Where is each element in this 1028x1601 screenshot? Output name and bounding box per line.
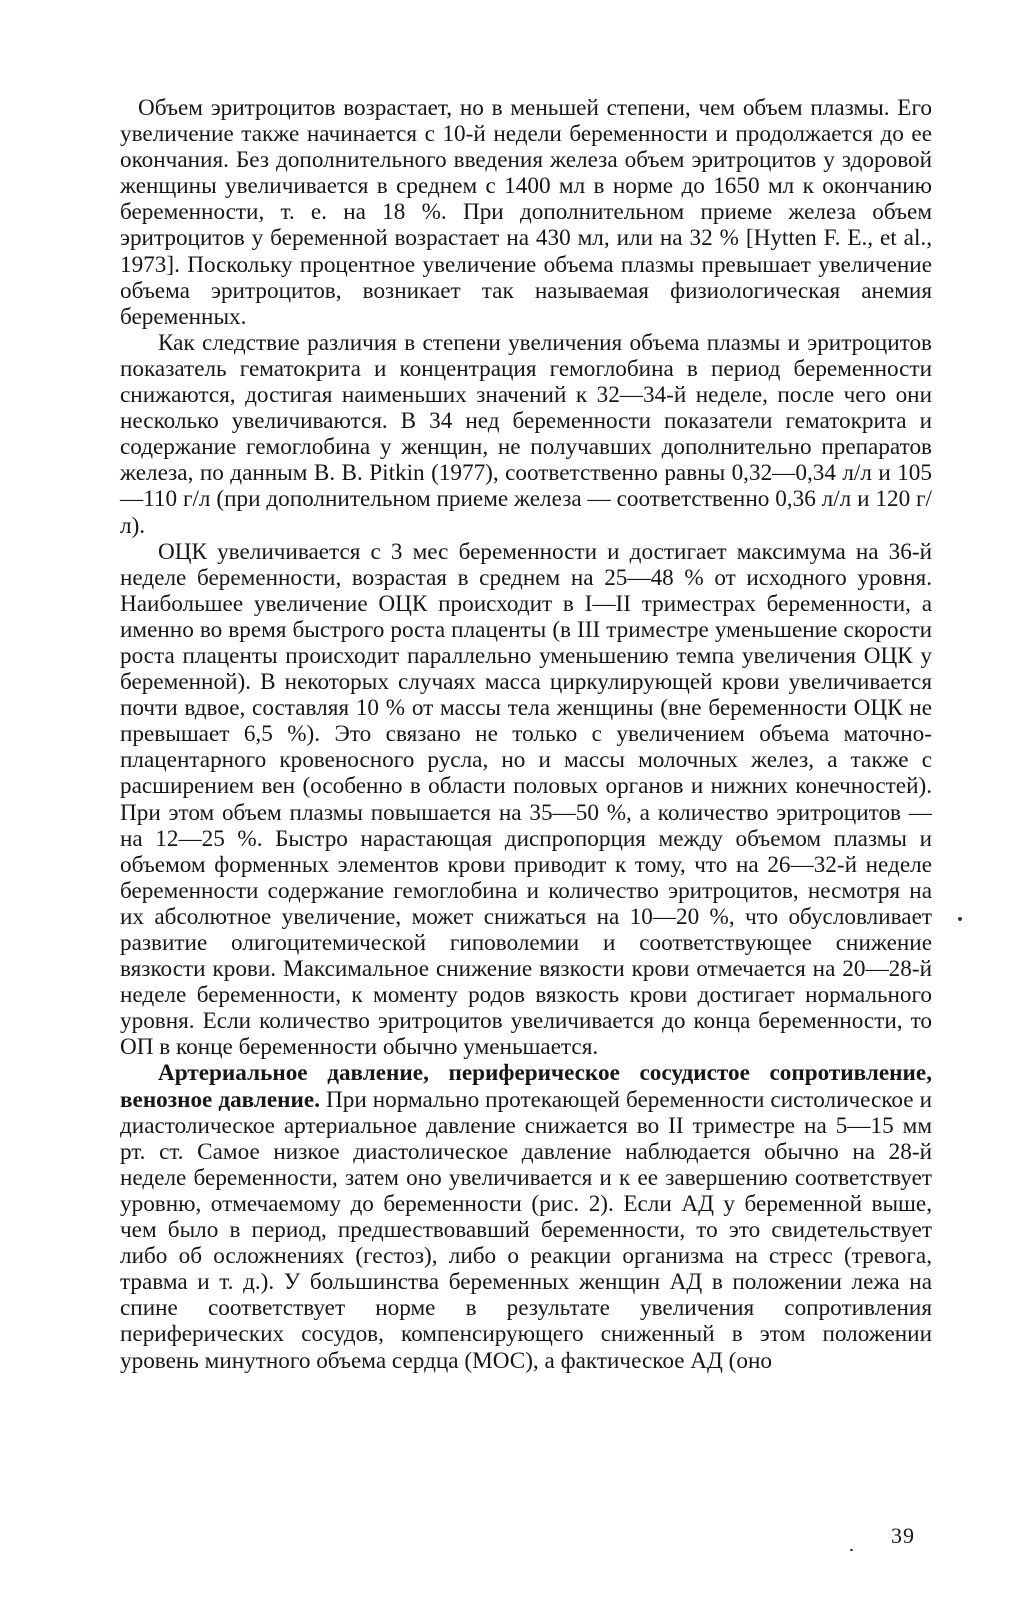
paragraph-hematocrit-hemoglobin: Как следствие различия в степени увеличения объема плазмы и эритроцитов показатель гематокрита и концентрация гемоглобина в период беременности снижаются, достигая наименьших значений к 32—34-й неделе, после чего они несколько увеличиваются. В 34 нед беременности показатели гематокрита и содержание гемоглобина у женщин, не получавших дополнительно препаратов железа, по данным В. В. Pitkin (1977), соответственно равны 0,32—0,34 л/л и 105—110 г/л (при дополнительном приеме железа — соответственно 0,36 л/л и 120 г/л). xyxy=(120,329,932,539)
section-heading-arterial-pressure: Артериальное давление, периферическое сосудистое сопротивление, венозное давление. xyxy=(120,1060,932,1113)
scan-speck xyxy=(850,1549,853,1551)
scan-speck xyxy=(958,917,962,921)
paragraph-erythrocyte-volume: Объем эритроцитов возрастает, но в меньшей степени, чем объем плазмы. Его увеличение также начинается с 10-й недели беременности и продолжается до ее окончания. Без дополнительного введения железа объем эритроцитов у здоровой женщины увеличивается в среднем с 1400 мл в норме до 1650 мл к окончанию беременности, т. е. на 18 %. При дополнительном приеме железа объем эритроцитов у беременной возрастает на 430 мл, или на 32 % [Hytten F. E., et al., 1973]. Поскольку процентное увеличение объема плазмы превышает увеличение объема эритроцитов, возникает так называемая физиологическая анемия беременных. xyxy=(120,95,932,330)
paragraph-arterial-pressure-text: При нормально протекающей беременности систолическое и диастолическое артериальное давление снижается во II триместре на 5—15 мм рт. ст. Самое низкое диастолическое давление наблюдается обычно на 28-й неделе беременности, затем оно увеличивается и к ее завершению соответствует уровню, отмечаемому до беременности (рис. 2). Если АД у беременной выше, чем было в период, предшествовавший беременности, то это свидетельствует либо об осложнениях (гестоз), либо о реакции организма на стресс (тревога, травма и т. д.). У большинства беременных женщин АД в положении лежа на спине соответствует норме в результате увеличения сопротивления периферических сосудов, компенсирующего сниженный в этом положении уровень минутного объема сердца (МОС), а фактическое АД (оно xyxy=(120,1086,933,1374)
paragraph-blood-volume: ОЦК увеличивается с 3 мес беременности и достигает максимума на 36-й неделе беременности, возрастая в среднем на 25—48 % от исходного уровня. Наибольшее увеличение ОЦК происходит в I—II триместрах беременности, а именно во время быстрого роста плаценты (в III триместре уменьшение скорости роста плаценты происходит параллельно уменьшению темпа увеличения ОЦК у беременной). В некоторых случаях масса циркулирующей крови увеличивается почти вдвое, составляя 10 % от массы тела женщины (вне беременности ОЦК не превышает 6,5 %). Это связано не только с увеличением объема маточно-плацентарного кровеносного русла, но и массы молочных желез, а также с расширением вен (особенно в области половых органов и нижних конечностей). При этом объем плазмы повышается на 35—50 %, а количество эритроцитов — на 12—25 %. Быстро нарастающая диспропорция между объемом плазмы и объемом форменных элементов крови приводит к тому, что на 26—32-й неделе беременности содержание гемоглобина и количество эритроцитов, несмотря на их абсолютное увеличение, может снижаться на 10—20 %, что обусловливает развитие олигоцитемической гиповолемии и соответствующее снижение вязкости крови. Максимальное снижение вязкости крови отмечается на 20—28-й неделе беременности, к моменту родов вязкость крови достигает нормального уровня. Если количество эритроцитов увеличивается до конца беременности, то ОП в конце беременности обычно уменьшается. xyxy=(120,538,932,1061)
document-page xyxy=(120,95,932,1374)
paragraph-arterial-pressure xyxy=(120,1060,932,1373)
page-number: 39 xyxy=(891,1523,915,1548)
